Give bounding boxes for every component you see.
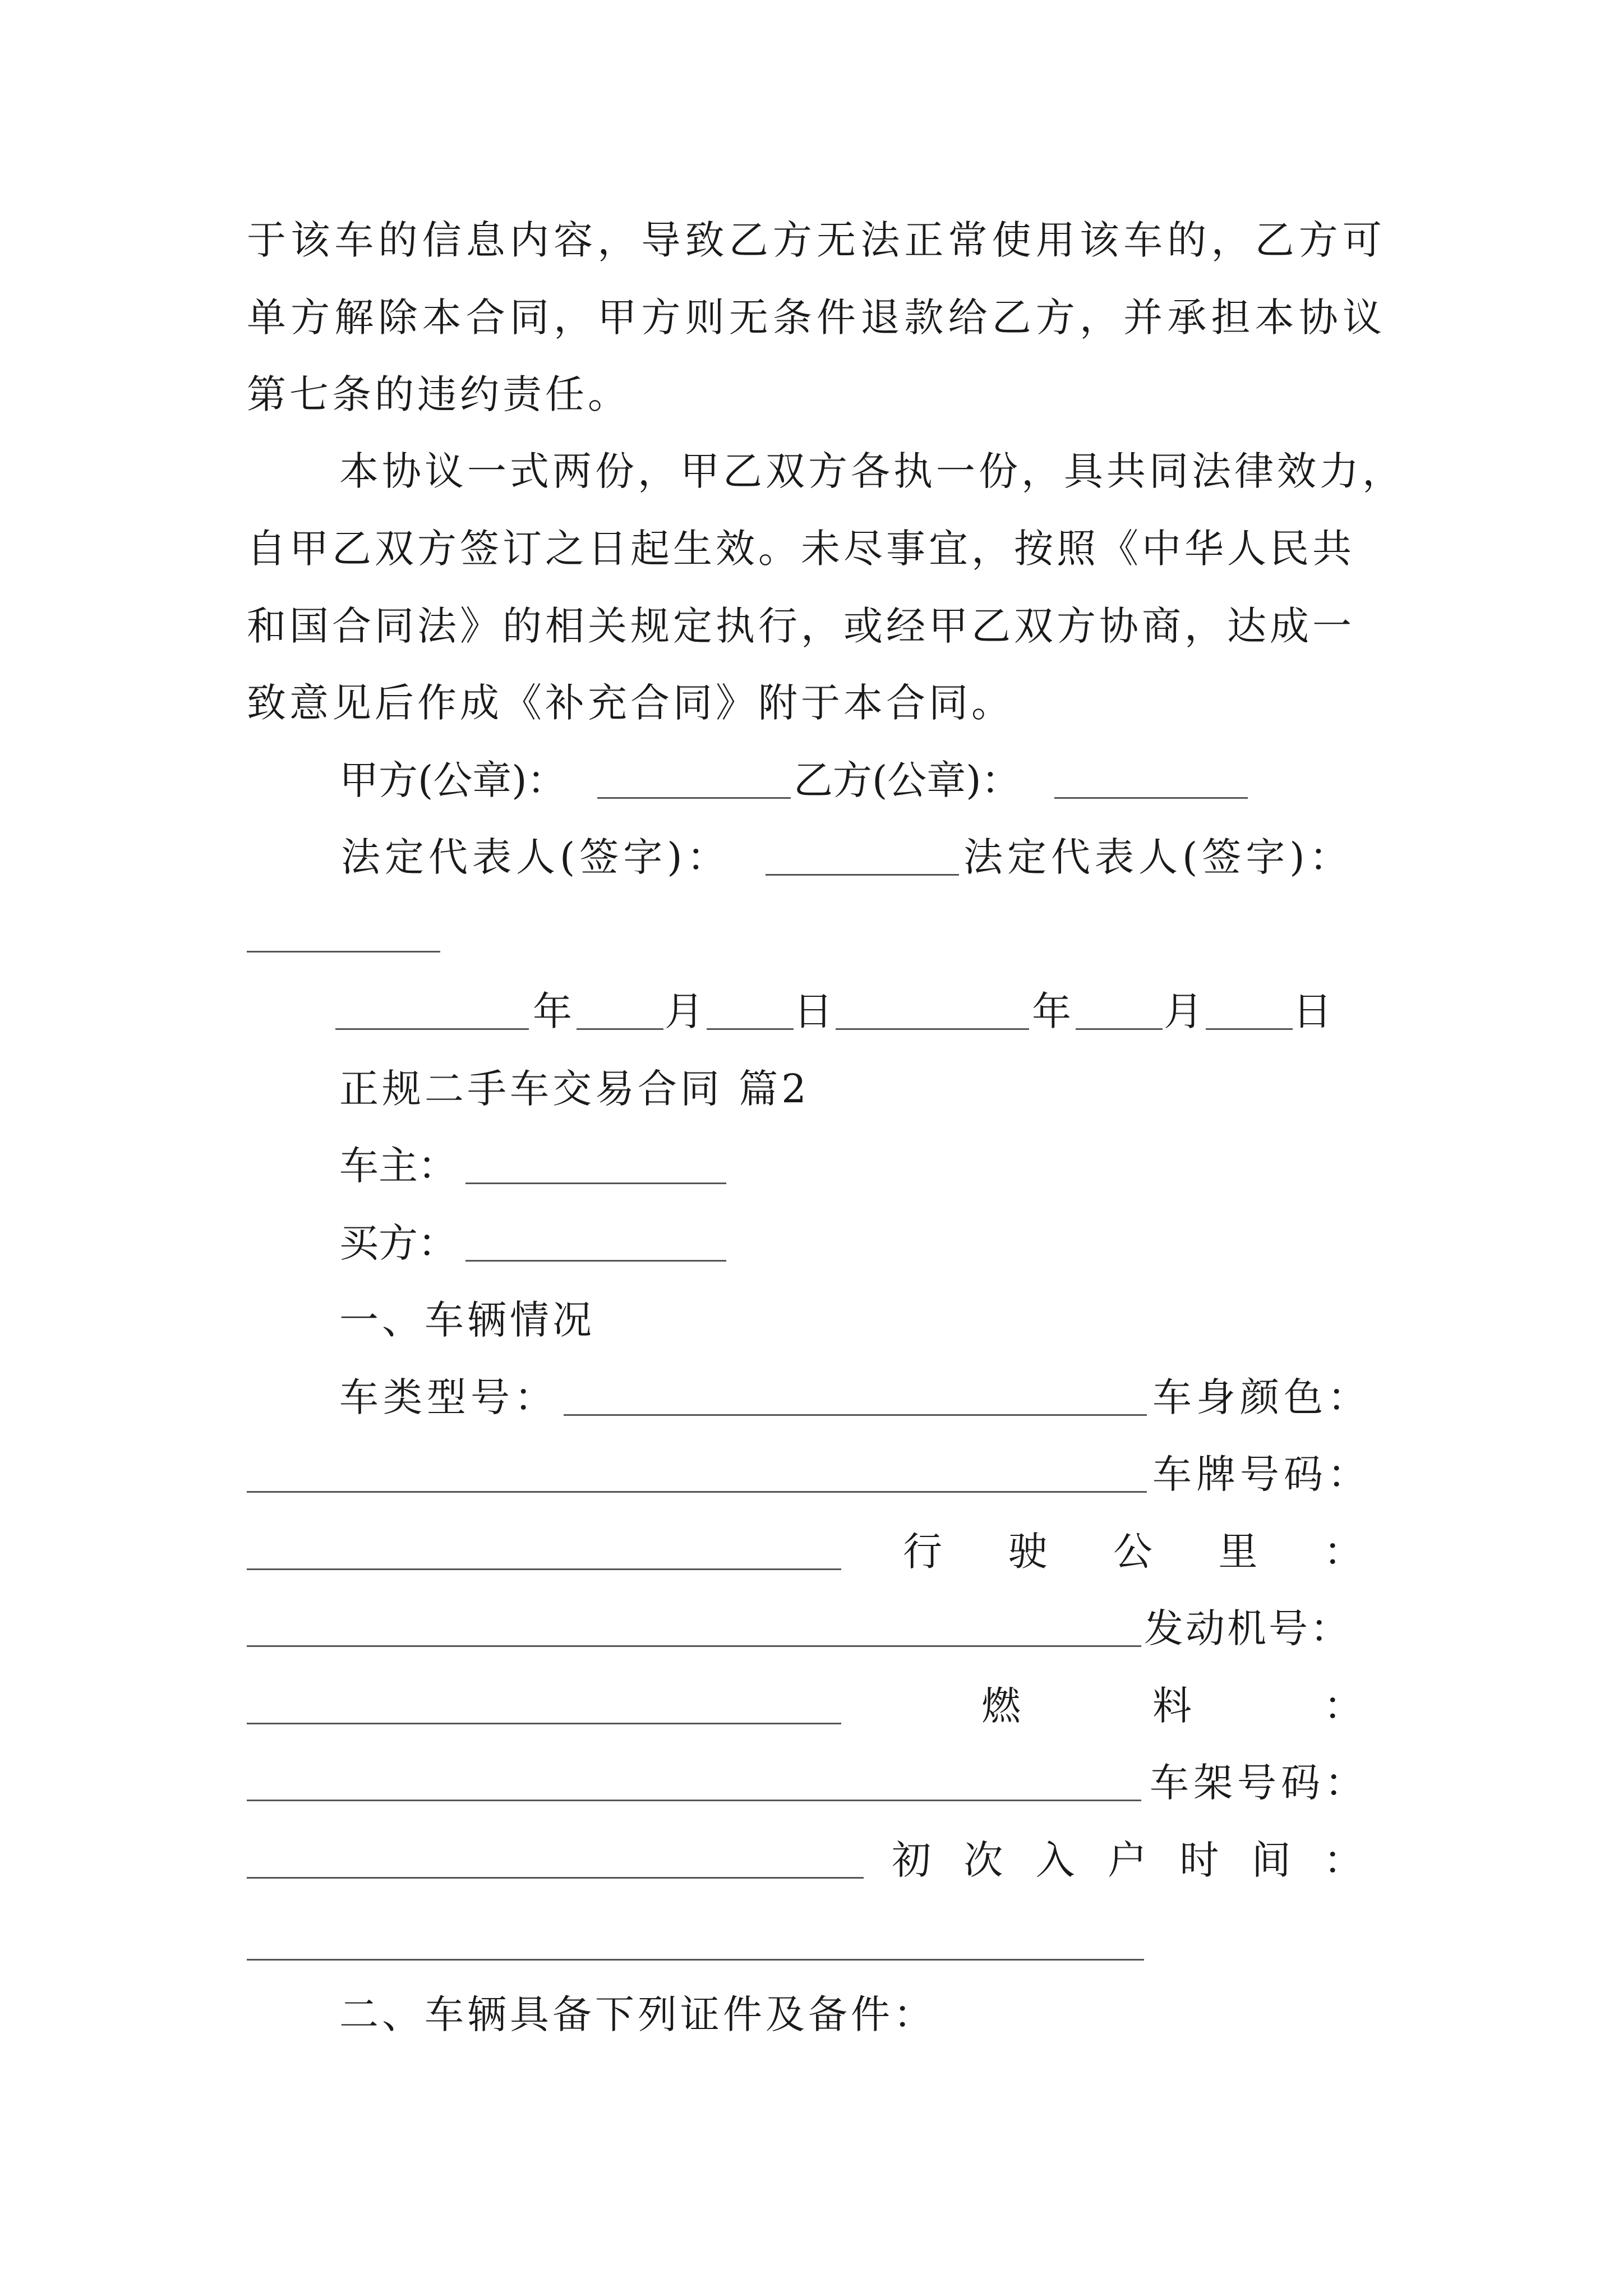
fuel-blank[interactable] (247, 1800, 1141, 1801)
fuel-label (981, 1679, 1363, 1733)
text: 第七条的违约责任。 (247, 371, 630, 417)
date-b-month-label: 月 (1164, 988, 1203, 1034)
char: 件 (817, 295, 860, 341)
party-b-seal-label: 乙方(公章)： (794, 757, 1021, 803)
date-a-month-blank[interactable] (577, 1028, 663, 1030)
plate-blank[interactable] (247, 1568, 841, 1570)
char: 款 (904, 295, 947, 341)
char: 则 (685, 295, 728, 341)
rep-b-label: 法定代表人(签字)： (963, 834, 1353, 880)
char: 用 (1035, 217, 1078, 263)
paragraph-line (247, 213, 1385, 267)
char: 担 (1211, 295, 1254, 341)
char: 乙 (992, 295, 1035, 341)
label-char: 行 (903, 1529, 942, 1575)
date-b-day-label: 日 (1293, 988, 1332, 1034)
plate-row (247, 1447, 1385, 1501)
engine-label: 发动机号： (1144, 1605, 1352, 1651)
text: 和国合同法》的相关规定执行，或经甲乙双方协商，达成一 (247, 603, 1355, 649)
label-char: 次 (963, 1837, 1003, 1883)
color-label: 车身颜色： (1152, 1374, 1371, 1420)
char: 于 (247, 217, 289, 263)
date-b-day-blank[interactable] (1206, 1028, 1293, 1030)
date-a-day-label: 日 (794, 988, 833, 1034)
representative-row (247, 830, 1385, 884)
label-char: 初 (892, 1837, 931, 1883)
rep-a-label: 法定代表人(签字)： (341, 834, 731, 880)
char: 给 (948, 295, 991, 341)
date-a-day-blank[interactable] (707, 1028, 794, 1030)
plate-label: 车牌号码： (1152, 1451, 1371, 1497)
text: 自甲乙双方签订之日起生效。未尽事宜，按照《中华人民共 (247, 526, 1355, 572)
party-a-seal-blank[interactable] (597, 797, 791, 799)
party-b-seal-blank[interactable] (1054, 797, 1248, 799)
date-b-month-blank[interactable] (1076, 1028, 1163, 1030)
mileage-blank[interactable] (247, 1645, 1141, 1647)
text: 一、车辆情况 (339, 1297, 595, 1343)
paragraph-line (339, 444, 1405, 498)
char: 容 (554, 217, 597, 263)
label-char: 间 (1251, 1837, 1291, 1883)
label-char: 驶 (1008, 1529, 1048, 1575)
char: 该 (291, 217, 334, 263)
char: 条 (772, 295, 815, 341)
party-a-seal-label: 甲方(公章)： (339, 757, 566, 803)
char: 单 (247, 295, 289, 341)
date-a-year-blank[interactable] (335, 1028, 529, 1030)
text: 致意见后作成《补充合同》附于本合同。 (247, 680, 1014, 726)
char: 方 (772, 217, 815, 263)
char: 本 (422, 295, 465, 341)
char: 乙 (1255, 217, 1298, 263)
date-a-year-label: 年 (533, 988, 572, 1034)
label-char: 入 (1035, 1837, 1075, 1883)
paragraph-line (247, 599, 1385, 653)
char: 常 (948, 217, 991, 263)
first-registration-label (892, 1833, 1363, 1887)
label-char: 时 (1179, 1837, 1219, 1883)
char: 甲 (597, 295, 640, 341)
frame-blank[interactable] (247, 1877, 864, 1879)
char: 承 (1167, 295, 1210, 341)
char: 导 (641, 217, 684, 263)
char: 内 (509, 217, 552, 263)
fuel-row (247, 1679, 1385, 1733)
model-blank[interactable] (564, 1414, 1147, 1416)
char: ， (597, 217, 640, 263)
buyer-label: 买方： (339, 1220, 457, 1266)
contract-title (339, 1062, 1385, 1116)
date-row (247, 984, 1385, 1038)
frame-label: 车架号码： (1150, 1760, 1368, 1806)
char: ， (1079, 295, 1122, 341)
char: 并 (1123, 295, 1166, 341)
paragraph-line (247, 676, 1385, 730)
char: 该 (1079, 217, 1122, 263)
label-char: 户 (1107, 1837, 1147, 1883)
buyer-row (247, 1216, 1385, 1270)
char: 同 (509, 295, 552, 341)
char: 无 (728, 295, 772, 341)
char: 合 (465, 295, 509, 341)
char: 方 (1035, 295, 1078, 341)
label-char: 料 (1152, 1683, 1192, 1729)
char: 议 (1342, 295, 1385, 341)
char: 乙 (728, 217, 772, 263)
first-registration-blank[interactable] (247, 1959, 1144, 1961)
label-char: ： (1324, 1683, 1363, 1729)
char: 使 (992, 217, 1035, 263)
engine-blank[interactable] (247, 1723, 841, 1724)
char: 退 (860, 295, 903, 341)
model-label: 车类型号： (339, 1374, 558, 1420)
rep-a-blank[interactable] (766, 874, 959, 876)
char: 信 (422, 217, 465, 263)
engine-row (247, 1602, 1385, 1655)
section-heading (339, 1987, 1385, 2041)
char: 车 (1123, 217, 1166, 263)
label-char: 公 (1113, 1529, 1152, 1575)
char: 协 (1298, 295, 1341, 341)
paragraph-line (247, 291, 1385, 344)
rep-b-blank[interactable] (247, 951, 440, 953)
mileage-row (247, 1525, 1385, 1579)
char: 致 (685, 217, 728, 263)
label-char: ： (1324, 1529, 1363, 1575)
owner-blank[interactable] (465, 1182, 726, 1184)
char: 无 (817, 217, 860, 263)
char: 本 (1255, 295, 1298, 341)
owner-row (247, 1139, 1385, 1193)
char: 可 (1342, 217, 1385, 263)
label-char: 里 (1218, 1529, 1258, 1575)
paragraph-line (247, 522, 1385, 576)
mileage-label (903, 1525, 1363, 1579)
seal-row (247, 753, 1385, 807)
text: 本协议一式两份，甲乙双方各执一份，具共同法律效力， (339, 448, 1405, 494)
char: 方 (1298, 217, 1341, 263)
char: 车 (334, 217, 377, 263)
char: ， (554, 295, 597, 341)
first-registration-row (247, 1833, 1385, 1887)
date-b-year-blank[interactable] (836, 1028, 1029, 1030)
buyer-blank[interactable] (465, 1260, 726, 1262)
color-blank[interactable] (247, 1491, 1147, 1493)
date-b-year-label: 年 (1032, 988, 1071, 1034)
frame-row (247, 1756, 1385, 1810)
char: 的 (1167, 217, 1210, 263)
text: 正规二手车交易合同 篇2 (339, 1066, 810, 1112)
char: 解 (334, 295, 377, 341)
char: 法 (860, 217, 903, 263)
model-row (247, 1370, 1385, 1424)
date-a-month-label: 月 (665, 988, 704, 1034)
label-char: ： (1323, 1837, 1363, 1883)
char: 的 (378, 217, 421, 263)
char: 方 (291, 295, 334, 341)
char: 正 (904, 217, 947, 263)
text: 二、车辆具备下列证件及备件： (339, 1991, 936, 2037)
label-char: 燃 (981, 1683, 1021, 1729)
paragraph-line (247, 367, 1385, 421)
char: 除 (378, 295, 421, 341)
char: 息 (465, 217, 509, 263)
section-heading (339, 1293, 1385, 1347)
char: 方 (641, 295, 684, 341)
char: ， (1211, 217, 1254, 263)
owner-label: 车主： (339, 1143, 457, 1189)
